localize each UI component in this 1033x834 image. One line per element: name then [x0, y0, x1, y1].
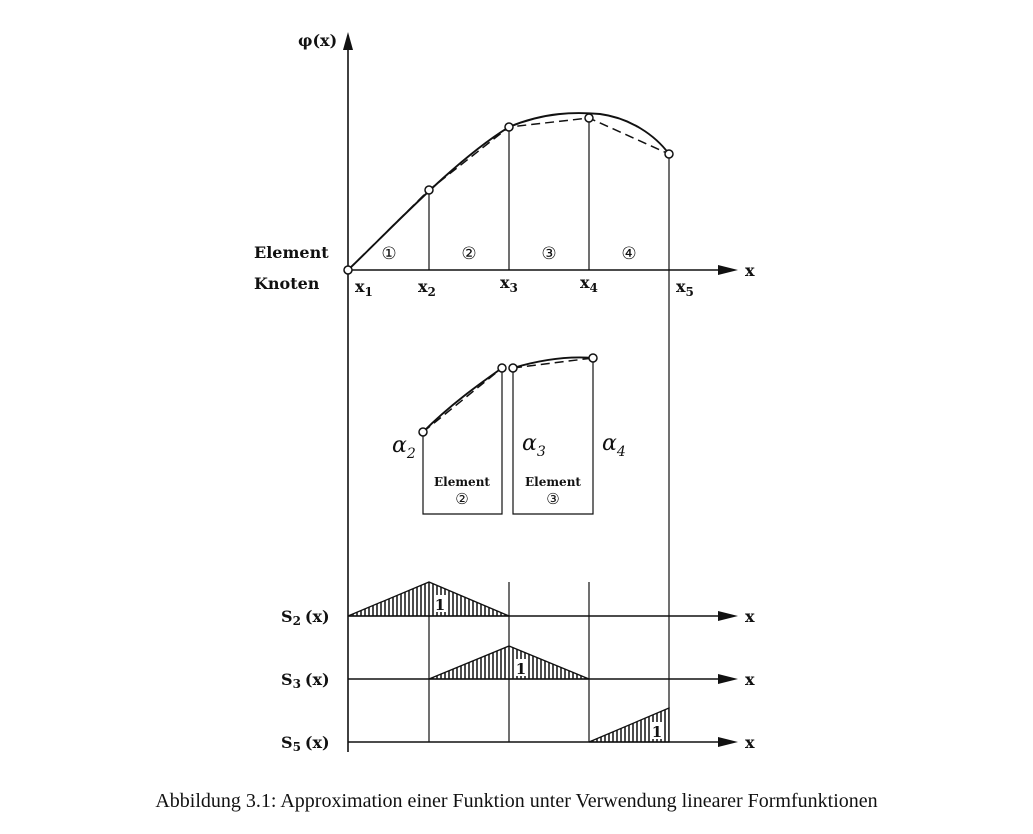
element-number-1: ①: [381, 244, 397, 264]
alpha-4-label: $\alpha_4$: [602, 431, 626, 460]
node-row-label: Knoten: [254, 274, 320, 293]
x-axis-label: x: [745, 261, 755, 280]
shape-function-s2-label: S2 (x): [281, 607, 330, 628]
shape-function-s2-fill: [348, 582, 509, 616]
element-row-label: Element: [254, 243, 329, 262]
figure-caption: Abbildung 3.1: Approximation einer Funktion unter Verwendung linearer Formfunktionen: [155, 790, 878, 812]
element-2-approx: [423, 368, 502, 432]
node-label-1: $x_1$: [355, 277, 373, 299]
shape-function-s3-axis-label: x: [745, 670, 755, 689]
shape-function-s2-axis-label: x: [745, 607, 755, 626]
element-detail: [392, 354, 626, 514]
element-3-node-right: [589, 354, 597, 362]
element-2-box-title: Element: [434, 475, 490, 489]
element-number-2: ②: [461, 244, 477, 264]
shape-function-s3-fill: [429, 646, 589, 679]
element-3-curve: [513, 357, 593, 368]
shape-function-s3-peak: 1: [515, 660, 527, 678]
node-label-2: $x_2$: [418, 277, 436, 299]
node-label-5: $x_5$: [676, 277, 694, 299]
element-3-box-number: ③: [546, 490, 560, 508]
node-point-4: [585, 114, 593, 122]
shape-function-s3-arrow: [718, 674, 738, 684]
y-axis-label: φ(x): [298, 31, 338, 50]
top-plot: [254, 31, 755, 752]
shape-function-s5-axis-label: x: [745, 733, 755, 752]
shape-function-s2-arrow: [718, 611, 738, 621]
y-axis-arrow: [343, 32, 353, 50]
element-number-4: ④: [621, 244, 637, 264]
element-2-node-left: [419, 428, 427, 436]
alpha-3-label: $\alpha_3$: [522, 431, 546, 460]
shape-function-s5-arrow: [718, 737, 738, 747]
x-axis-arrow: [718, 265, 738, 275]
element-2-node-right: [498, 364, 506, 372]
node-point-1: [344, 266, 352, 274]
shape-function-s5-peak: 1: [651, 723, 663, 741]
node-point-3: [505, 123, 513, 131]
alpha-2-label: $\alpha_2$: [392, 433, 416, 462]
shape-functions: [281, 582, 755, 754]
element-3-box-title: Element: [525, 475, 581, 489]
shape-function-s3-label: S3 (x): [281, 670, 330, 691]
element-3-node-left: [509, 364, 517, 372]
node-point-5: [665, 150, 673, 158]
node-label-3: $x_3$: [500, 273, 518, 295]
element-2-box-number: ②: [455, 490, 469, 508]
shape-function-s2-peak: 1: [434, 596, 446, 614]
shape-function-s5-label: S5 (x): [281, 733, 330, 754]
node-label-4: $x_4$: [580, 273, 598, 295]
node-point-2: [425, 186, 433, 194]
element-number-3: ③: [541, 244, 557, 264]
